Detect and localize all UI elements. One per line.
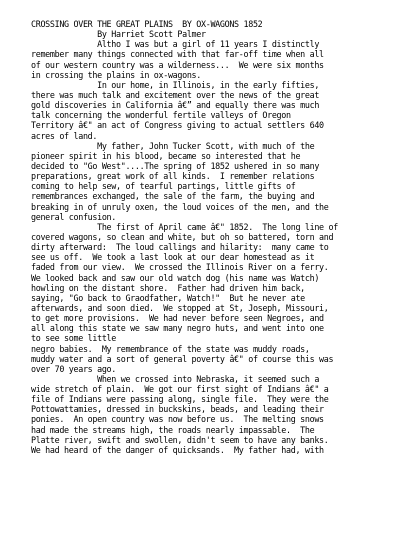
text-line: muddy water and a sort of general poverty â€" of course this was — [31, 353, 334, 364]
text-line: saying, "Go back to Graodfather, Watch!" But he never ate — [31, 292, 305, 303]
text-line: In our home, in Illinois, in the early fifties, — [31, 79, 320, 90]
text-line: negro babies. My remembrance of the state was muddy roads, — [31, 343, 310, 354]
text-line: to see some little — [31, 333, 116, 344]
text-line: Pottowattamies, dressed in buckskins, beads, and leading their — [31, 404, 324, 415]
text-line: My father, John Tucker Scott, with much of the — [31, 140, 315, 151]
text-line: dirty afterward: The loud callings and hilarity: many came to — [31, 242, 329, 253]
text-line: preparations, great work of all kinds. I remember relations — [31, 171, 315, 182]
text-line: had made the streams high, the roads nearly impassable. The — [31, 424, 315, 435]
text-line: coming to help sew, of tearful partings, little gifts of — [31, 181, 296, 192]
text-line: afterwards, and soon died. We stopped at St, Joseph, Missouri, — [31, 302, 329, 313]
text-line: We looked back and saw our old watch dog (his name was Watch) — [31, 272, 320, 283]
document-body — [31, 19, 393, 455]
text-line: Territory â€" an act of Congress giving to actual settlers 640 — [31, 120, 324, 131]
text-line: all along this state we saw many negro huts, and went into one — [31, 323, 324, 334]
text-line: gold discoveries in California â€” and equally there was much — [31, 100, 320, 111]
text-line: When we crossed into Nebraska, it seemed such a — [31, 373, 320, 384]
text-line: talk concerning the wonderful fertile valleys of Oregon — [31, 110, 291, 121]
text-line: faded from our view. We crossed the Illinois River on a ferry. — [31, 262, 329, 273]
text-line: Platte river, swift and swollen, didn't seem to have any banks. — [31, 434, 329, 445]
text-line: howling on the distant shore. Father had driven him back, — [31, 282, 305, 293]
text-line: general confusion. — [31, 211, 116, 222]
text-line: file of Indians were passing along, single file. They were the — [31, 394, 329, 405]
text-line: wide stretch of plain. We got our first sight of Indians â€" a — [31, 384, 329, 395]
document-title: CROSSING OVER THE GREAT PLAINS BY OX-WAGONS 1852 — [31, 19, 263, 29]
text-line: to get more provisions. We had never before seen Negroes, and — [31, 313, 324, 324]
author-byline: By Harriet Scott Palmer — [31, 29, 206, 40]
text-line: in crossing the plains in ox-wagons. — [31, 69, 201, 80]
text-line: see us off. We took a last look at our dear homestead as it — [31, 252, 315, 263]
text-line: breaking in of unruly oxen, the loud voices of the men, and the — [31, 201, 329, 212]
text-line: remember many things connected with that far-off time when all — [31, 49, 324, 60]
text-line: there was much talk and excitement over the news of the great — [31, 89, 320, 100]
text-line: acres of land. — [31, 130, 98, 141]
text-line: covered wagons, so clean and white, but oh so battered, torn and — [31, 231, 334, 242]
text-line: decided to "Go West"....The spring of 1852 ushered in so many — [31, 160, 320, 171]
text-line: of our western country was a wilderness... We were six months — [31, 59, 324, 70]
text-line: remembrances exchanged, the sale of the farm, the buying and — [31, 191, 315, 202]
text-line: Altho I was but a girl of 11 years I distinctly — [31, 39, 320, 50]
text-line: over 70 years ago. — [31, 363, 116, 374]
text-line: ponies. An open country was now before us. The melting snows — [31, 414, 324, 425]
text-line: pioneer spirit in his blood, became so interested that he — [31, 150, 301, 161]
text-line: The first of April came â€" 1852. The long line of — [31, 221, 338, 232]
text-line: We had heard of the danger of quicksands. My father had, with — [31, 444, 324, 455]
